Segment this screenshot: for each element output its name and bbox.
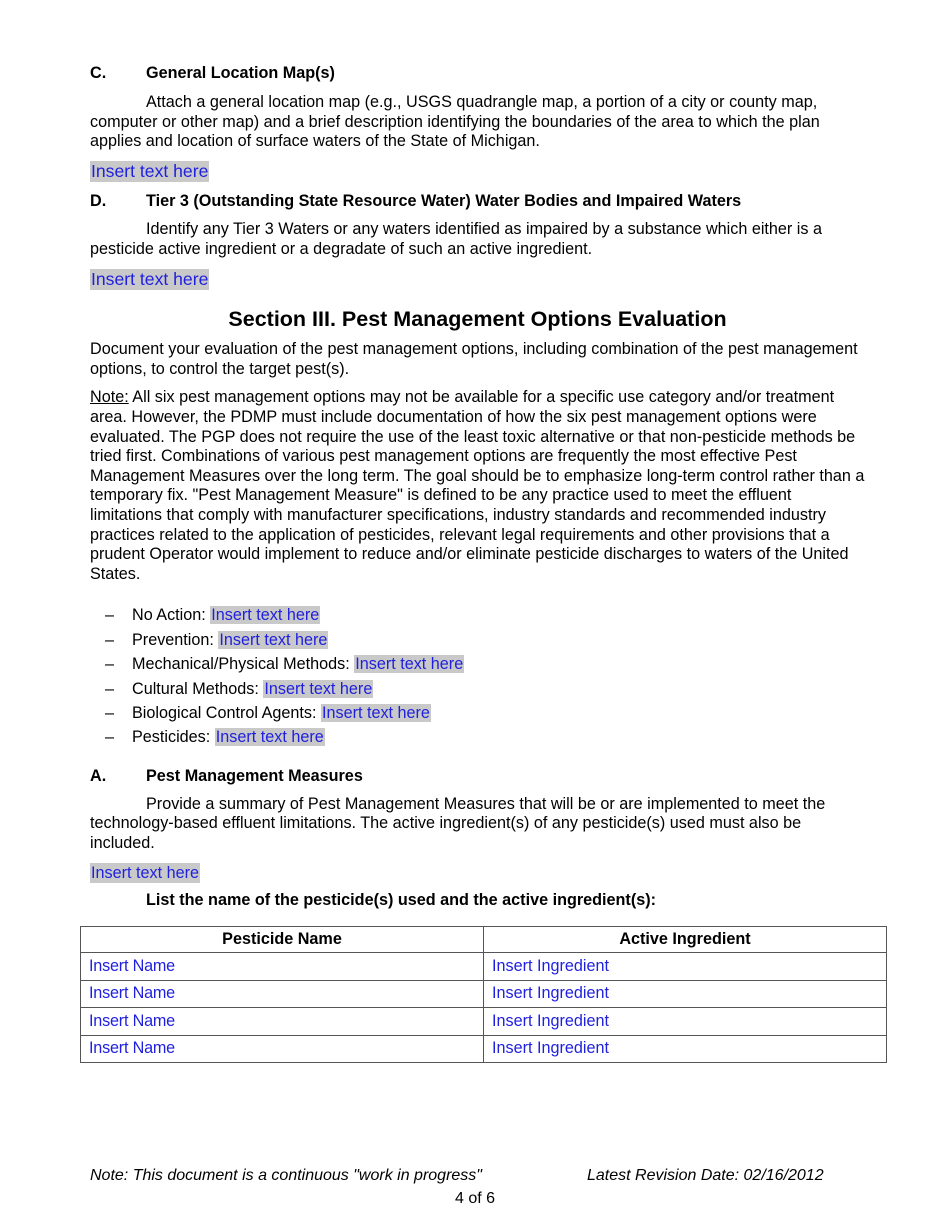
section-a-title: Pest Management Measures <box>146 766 363 785</box>
option-no-action <box>90 603 865 627</box>
section-c-heading <box>90 63 865 83</box>
section-3-note <box>90 388 865 584</box>
section-a-text-field[interactable]: Insert text here <box>91 863 199 882</box>
option-mechanical-physical <box>90 652 865 676</box>
header-active-ingredient: Active Ingredient <box>484 927 887 953</box>
active-ingredient-field[interactable]: Insert Ingredient <box>484 1035 887 1063</box>
pesticide-table-title: List the name of the pesticide(s) used and the active ingredient(s): <box>146 891 656 910</box>
option-biological <box>90 701 865 725</box>
section-c-field-row <box>90 161 865 183</box>
section-d-field-row <box>90 269 865 291</box>
footer-note: Note: This document is a continuous "work in progress" <box>90 1167 482 1184</box>
page-content <box>90 63 865 910</box>
option-label: No Action: <box>132 606 211 625</box>
option-pesticides <box>90 725 865 749</box>
section-a-body: Provide a summary of Pest Management Measures that will be or are implemented to meet the technology-based effluent limitations. The active ingredient(s) of any pesticide(s) used must also be included. <box>90 794 826 852</box>
option-label: Pesticides: <box>132 728 215 747</box>
page-number: 4 of 6 <box>454 1190 496 1207</box>
option-text-field[interactable]: Insert text here <box>211 606 320 625</box>
section-c-letter: C. <box>90 64 107 82</box>
option-text-field[interactable]: Insert text here <box>219 630 328 649</box>
section-a-field-row <box>90 863 865 884</box>
table-row <box>81 1008 887 1036</box>
option-label: Biological Control Agents: <box>132 703 321 722</box>
section-d-body: Identify any Tier 3 Waters or any waters identified as impaired by a substance which either is a pesticide active ingredient or a degradate of such an active ingredient. <box>90 220 823 258</box>
option-text-field[interactable]: Insert text here <box>215 728 324 747</box>
pesticide-name-field[interactable]: Insert Name <box>81 1008 484 1036</box>
table-row <box>81 1035 887 1063</box>
bullet-dash: – <box>105 679 115 698</box>
pesticide-name-field[interactable]: Insert Name <box>81 953 484 981</box>
active-ingredient-field[interactable]: Insert Ingredient <box>484 1008 887 1036</box>
table-header-row <box>81 927 887 953</box>
bullet-dash: – <box>105 703 115 722</box>
pesticide-name-field[interactable]: Insert Name <box>81 1035 484 1063</box>
section-a-heading <box>90 766 865 786</box>
option-label: Mechanical/Physical Methods: <box>132 655 355 674</box>
option-text-field[interactable]: Insert text here <box>264 679 373 698</box>
section-c-text-field[interactable]: Insert text here <box>91 160 209 181</box>
table-row <box>81 980 887 1008</box>
option-text-field[interactable]: Insert text here <box>355 655 464 674</box>
option-prevention <box>90 628 865 652</box>
pesticide-table <box>80 926 887 1063</box>
section-3-intro: Document your evaluation of the pest management options, including combination of the pest management options, to control the target pest(s). <box>90 340 858 378</box>
note-label: Note: <box>90 388 129 407</box>
table-row <box>81 953 887 981</box>
section-d-heading <box>90 191 865 211</box>
option-cultural <box>90 677 865 701</box>
pest-options-list <box>90 603 865 749</box>
bullet-dash: – <box>105 630 115 649</box>
section-c-title: General Location Map(s) <box>146 64 335 82</box>
active-ingredient-field[interactable]: Insert Ingredient <box>484 953 887 981</box>
footer-revision-date: Latest Revision Date: 02/16/2012 <box>587 1167 824 1184</box>
section-a-letter: A. <box>90 766 107 785</box>
pesticide-name-field[interactable]: Insert Name <box>81 980 484 1008</box>
section-c-body: Attach a general location map (e.g., USGS quadrangle map, a portion of a city or county map, computer or other map) and a brief description identifying the boundaries of the area to which the plan applies and location of surface waters of the State of Michigan. <box>90 93 820 151</box>
option-label: Prevention: <box>132 630 219 649</box>
bullet-dash: – <box>105 606 115 625</box>
bullet-dash: – <box>105 728 115 747</box>
bullet-dash: – <box>105 655 115 674</box>
option-label: Cultural Methods: <box>132 679 264 698</box>
note-body: All six pest management options may not be available for a specific use category and/or treatment area. However, the PDMP must include documentation of how the six pest management options were evaluated. The PGP does not require the use of the least toxic alternative or that non-pesticide methods be tried first. Combinations of various pest management options are frequently the most effective Pest Management Measures over the long term. The goal should be to emphasize long-term control rather than a temporary fix. "Pest Management Measure" is defined to be any practice used to meet the effluent limitations that comply with manufacturer specifications, industry standards and recommended industry practices related to the application of pesticides, relevant legal requirements and other provisions that a prudent Operator would implement to reduce and/or eliminate pesticide discharges to waters of the United States. <box>90 388 865 583</box>
active-ingredient-field[interactable]: Insert Ingredient <box>484 980 887 1008</box>
section-d-text-field[interactable]: Insert text here <box>91 268 209 289</box>
section-d-letter: D. <box>90 192 107 211</box>
option-text-field[interactable]: Insert text here <box>321 703 430 722</box>
section-d-title: Tier 3 (Outstanding State Resource Water) Water Bodies and Impaired Waters <box>146 192 742 211</box>
header-pesticide-name: Pesticide Name <box>81 927 484 953</box>
section-3-title: Section III. Pest Management Options Evaluation <box>228 307 727 332</box>
